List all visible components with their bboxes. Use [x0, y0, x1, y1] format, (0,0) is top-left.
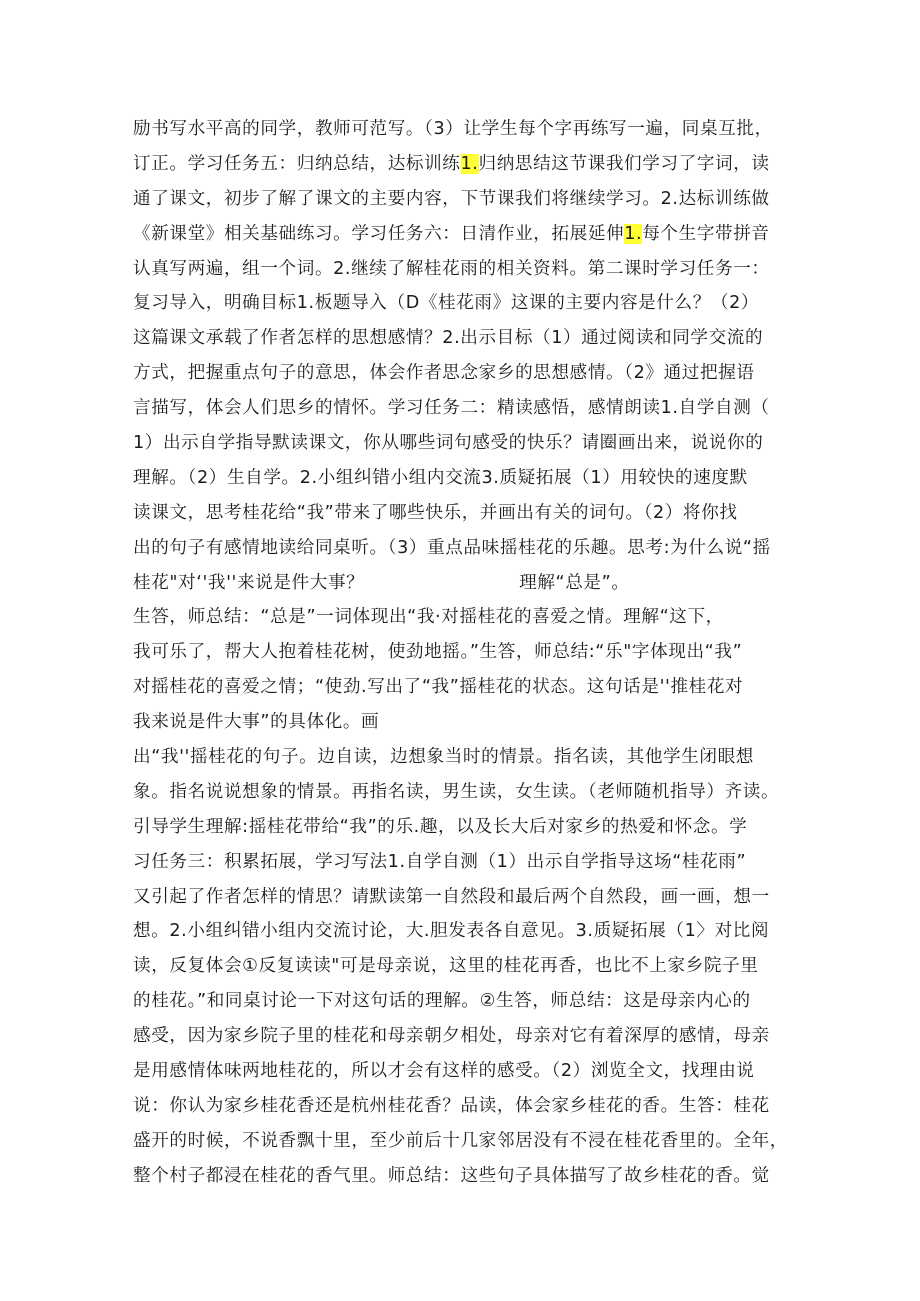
- text-line: [133, 914, 793, 949]
- text-segment: 订正。学习任务五：归纳总结，达标训练: [133, 153, 461, 174]
- text-line: [133, 600, 793, 635]
- text-line: [133, 391, 793, 426]
- text-line: [133, 984, 793, 1019]
- text-segment: 读课文，思考桂花给“我”带来了哪些快乐，并画出有关的词句。（2）将你找: [133, 502, 738, 523]
- text-segment: 方式，把握重点句子的意思，体会作者思念家乡的思想感情。（2》通过把握语: [133, 363, 755, 384]
- text-segment: 说：你认为家乡桂花香还是杭州桂花香？品读，体会家乡桂花的香。生答：桂花: [133, 1095, 770, 1116]
- text-line: [133, 356, 793, 391]
- text-segment: 又引起了作者怎样的情思？请默读第一自然段和最后两个自然段，画一画，想一: [133, 886, 770, 907]
- text-segment: 归纳思结这节课我们学习了字词，读: [478, 153, 770, 174]
- text-line: [133, 635, 793, 670]
- text-segment: 出“我''摇桂花的句子。边自读，边想象当时的情景。指名读，其他学生闭眼想: [133, 747, 754, 768]
- text-line: [133, 531, 793, 566]
- text-segment: 的桂花。”和同桌讨论一下对这句话的理解。②生答，师总结：这是母亲内心的: [133, 991, 751, 1012]
- text-segment: 整个村子都浸在桂花的香气里。师总结：这些句子具体描写了故乡桂花的香。觉: [133, 1165, 770, 1186]
- text-segment: 《新课堂》相关基础练习。学习任务六：日清作业，拓展延伸: [133, 223, 625, 244]
- text-segment: 认真写两遍，组一个词。2.继续了解桂花雨的相关资料。第二课时学习任务一：: [133, 258, 770, 279]
- text-line: [133, 705, 793, 740]
- text-segment: 桂花"对‘'我''来说是件大事？ 理解“总是”。: [133, 572, 630, 593]
- text-segment: 每个生字带拼音: [642, 223, 770, 244]
- text-segment: 1）出示自学指导默读课文，你从哪些词句感受的快乐？请圈画出来，说说你的: [133, 433, 764, 454]
- text-line: [133, 1054, 793, 1089]
- text-line: [133, 217, 793, 252]
- highlighted-text: 1.: [460, 153, 479, 174]
- text-segment: 这篇课文承载了作者怎样的思想感情？2.出示目标（1）通过阅读和同学交流的: [133, 328, 764, 349]
- text-line: [133, 252, 793, 287]
- text-segment: 出的句子有感情地读给同桌听。（3）重点品味摇桂花的乐趣。思考:为什么说“摇: [133, 537, 771, 558]
- text-line: [133, 496, 793, 531]
- text-segment: 我可乐了，帮大人抱着桂花树，使劲地摇。”生答，师总结:“乐"字体现出“我”: [133, 642, 743, 663]
- text-segment: 励书写水平高的同学，教师可范写。（3）让学生每个字再练写一遍，同桌互批，: [133, 119, 773, 139]
- text-segment: 引导学生理解:摇桂花带给“我”的乐.趣，以及长大后对家乡的热爱和怀念。学: [133, 816, 748, 837]
- text-line: [133, 182, 793, 217]
- text-segment: 对摇桂花的喜爱之情；“使劲.写出了“我”摇桂花的状态。这句话是''推桂花对: [133, 677, 744, 698]
- text-line: [133, 286, 793, 321]
- document-body: [133, 112, 793, 1194]
- text-segment: 生答，师总结：“总是”一词体现出“我·对摇桂花的喜爱之情。理解“这下，: [133, 607, 724, 628]
- text-line: [133, 845, 793, 880]
- text-segment: 想。2.小组纠错小组内交流讨论，大.胆发表各自意见。3.质疑拓展（1〉对比阅: [133, 921, 770, 942]
- text-line: [133, 426, 793, 461]
- text-line: [133, 112, 793, 147]
- text-segment: 习任务三：积累拓展，学习写法1.自学自测（1）出示自学指导这场“桂花雨”: [133, 851, 747, 872]
- highlighted-text: 1.: [624, 223, 643, 244]
- text-segment: 读，反复体会①反复读读"可是母亲说，这里的桂花再香，也比不上家乡院子里: [133, 956, 759, 977]
- text-segment: 感受，因为家乡院子里的桂花和母亲朝夕相处，母亲对它有着深厚的感情，母亲: [133, 1026, 770, 1047]
- text-line: [133, 949, 793, 984]
- text-segment: 象。指名说说想象的情景。再指名读，男生读，女生读。（老师随机指导）齐读。: [133, 781, 780, 802]
- text-segment: 理解。（2）生自学。2.小组纠错小组内交流3.质疑拓展（1）用较快的速度默: [133, 467, 748, 488]
- text-line: [133, 740, 793, 775]
- text-line: [133, 670, 793, 705]
- text-segment: 是用感情体味两地桂花的，所以才会有这样的感受。（2）浏览全文，找理由说: [133, 1061, 755, 1082]
- text-line: [133, 1159, 793, 1194]
- text-line: [133, 1019, 793, 1054]
- text-line: [133, 147, 793, 182]
- text-line: [133, 810, 793, 845]
- text-line: [133, 321, 793, 356]
- text-segment: 盛开的时候，不说香飘十里，至少前后十几家邻居没有不浸在桂花香里的。全年，: [133, 1130, 788, 1151]
- text-line: [133, 880, 793, 915]
- text-segment: 复习导入，明确目标1.板题导入（D《桂花雨》这课的主要内容是什么？（2）: [133, 293, 760, 314]
- text-line: [133, 1089, 793, 1124]
- text-line: [133, 461, 793, 496]
- text-line: [133, 775, 793, 810]
- text-line: [133, 566, 793, 601]
- text-line: [133, 1124, 793, 1159]
- text-segment: 通了课文，初步了解了课文的主要内容，下节课我们将继续学习。2.达标训练做: [133, 188, 770, 209]
- text-segment: 言描写，体会人们思乡的情怀。学习任务二：精读感悟，感情朗读1.自学自测（: [133, 398, 770, 419]
- text-segment: 我来说是件大事”的具体化。画: [133, 712, 380, 733]
